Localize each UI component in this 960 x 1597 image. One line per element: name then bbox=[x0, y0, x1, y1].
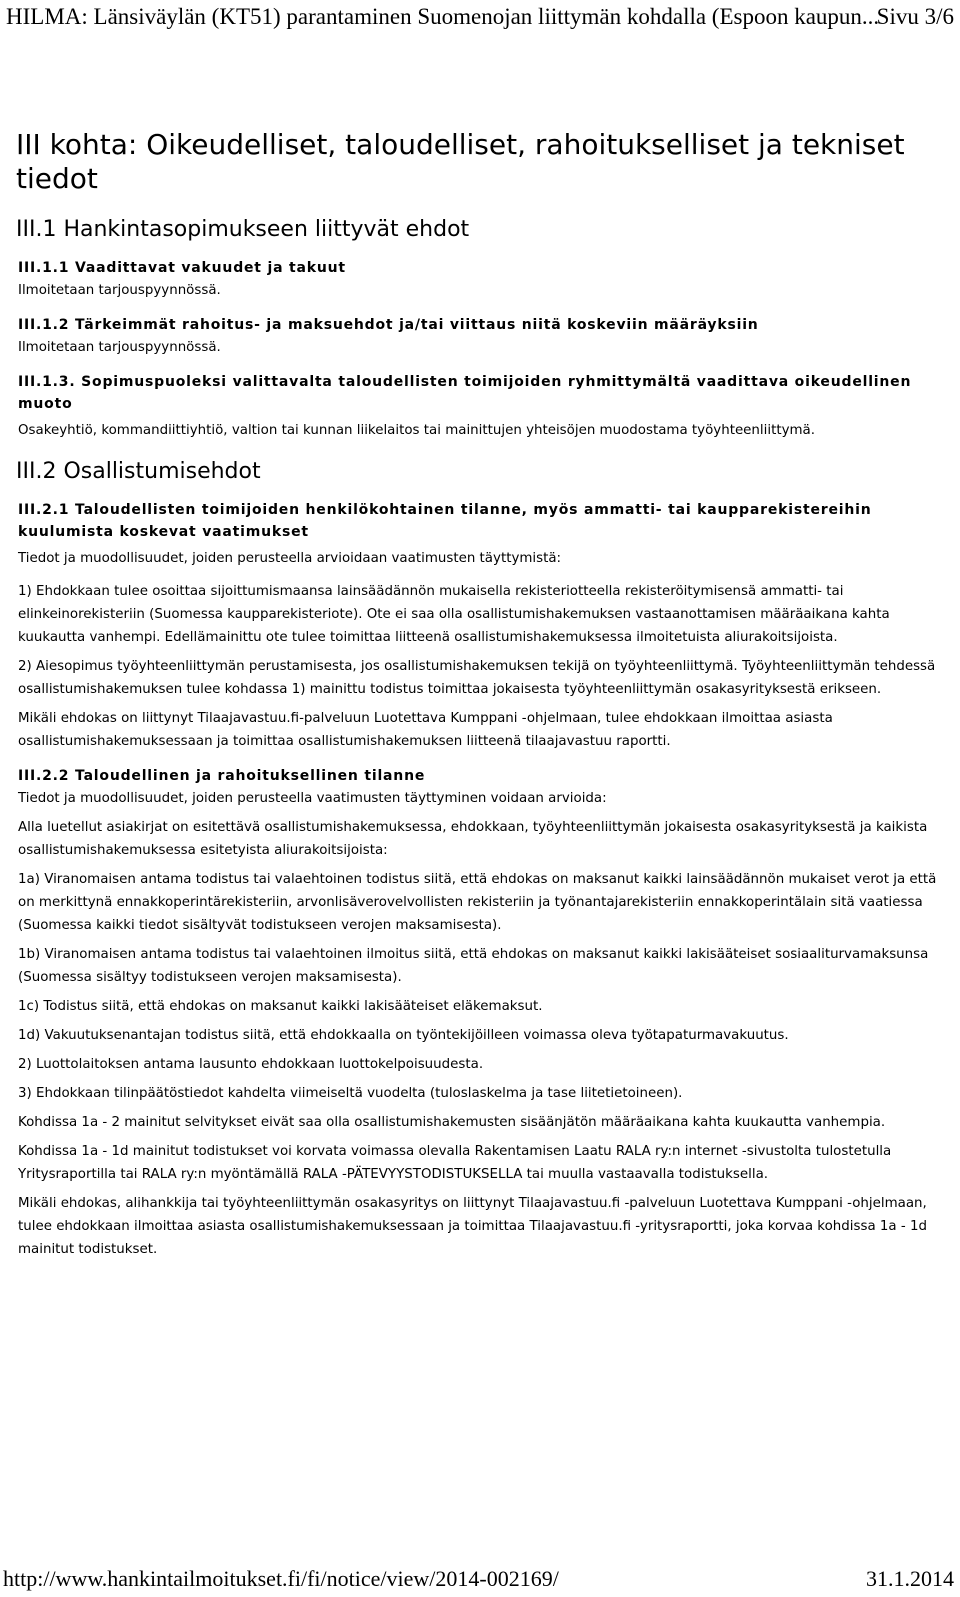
paragraph: Alla luetellut asiakirjat on esitettävä osallistumishakemuksessa, ehdokkaan, työyhteenliittymän jokaisesta osakasyrityksestä ja kaikista osallistumishakemuksessa esitetyista aliurakoitsijoista: bbox=[18, 820, 928, 858]
subsection-iii-2-2 bbox=[18, 765, 948, 1261]
paragraph: Mikäli ehdokas on liittynyt Tilaajavastuu.fi-palveluun Luotettava Kumppani -ohjelmaan, tulee ehdokkaan ilmoittaa asiasta osallistumishakemuksessaan ja toimittaa osallistumishakemuksen liitteenä tilaajavastuu raportti. bbox=[18, 711, 833, 749]
subsection-iii-1-3 bbox=[18, 371, 948, 442]
paragraph: 1) Ehdokkaan tulee osoittaa sijoittumismaansa lainsäädännön mukaisella rekisteriotteella rekisteröitymisensä ammatti- tai elinkeinorekisteriin (Suomessa kaupparekisteriote). Ote ei saa olla osallistumishakemuksen vastaanottamisen määräaikana kahta kuukautta vanhempi. Edellämainittu ote tulee toimittaa liitteenä osallistumishakemuksessa ilmoitetuista aliurakoitsijoista. bbox=[18, 584, 890, 645]
subsection-heading: III.1.3. Sopimuspuoleksi valittavalta taloudellisten toimijoiden ryhmittymältä vaadittava oikeudellinen muoto bbox=[18, 374, 912, 412]
page-url: http://www.hankintailmoitukset.fi/fi/notice/view/2014-002169/ bbox=[3, 1566, 559, 1591]
subsection-heading: III.1.2 Tärkeimmät rahoitus- ja maksuehdot ja/tai viittaus niitä koskeviin määräyksiin bbox=[18, 317, 759, 333]
section-iii-1 bbox=[18, 216, 948, 442]
section-iii-2 bbox=[18, 458, 948, 1261]
paragraph: 2) Aiesopimus työyhteenliittymän perustamisesta, jos osallistumishakemuksen tekijä on työyhteenliittymä. Työyhteenliittymän tehdessä osallistumishakemuksen tulee kohdassa 1) mainittu todistus toimittaa jokaisesta työyhteenliittymän osakasyrityksestä erikseen. bbox=[18, 659, 936, 697]
paragraph: Kohdissa 1a - 2 mainitut selvitykset eivät saa olla osallistumishakemusten sisäänjätön määräaikana kahta kuukautta vanhempia. bbox=[18, 1115, 886, 1130]
subsection-iii-1-1 bbox=[18, 257, 948, 302]
page-number: Sivu 3/6 bbox=[876, 4, 954, 29]
paragraph: 1b) Viranomaisen antama todistus tai valaehtoinen ilmoitus siitä, että ehdokas on maksanut kaikki lakisääteiset sosiaaliturvamaksunsa (Suomessa sisältyy todistukseen verojen maksamisesta). bbox=[18, 947, 929, 985]
print-header bbox=[6, 0, 954, 34]
paragraph: Tiedot ja muodollisuudet, joiden perusteella vaatimusten täyttyminen voidaan arvioida: bbox=[18, 791, 607, 806]
subsection-heading: III.2.1 Taloudellisten toimijoiden henkilökohtainen tilanne, myös ammatti- tai kaupparekistereihin kuulumista koskevat vaatimukset bbox=[18, 502, 872, 540]
section-title: III kohta: Oikeudelliset, taloudelliset, rahoitukselliset ja tekniset tiedot bbox=[16, 128, 905, 195]
subsection-text: Ilmoitetaan tarjouspyynnössä. bbox=[18, 340, 221, 355]
subsection-heading: III.2.2 Taloudellinen ja rahoituksellinen tilanne bbox=[18, 768, 426, 784]
paragraph: Kohdissa 1a - 1d mainitut todistukset voi korvata voimassa olevalla Rakentamisen Laatu RALA ry:n internet -sivustolta tulostetulla Yritysraportilla tai RALA ry:n myöntämällä RALA -PÄTEVYYSTODISTUKSELLA tai muulla vastaavalla todistuksella. bbox=[18, 1144, 892, 1182]
paragraph: 1c) Todistus siitä, että ehdokas on maksanut kaikki lakisääteiset eläkemaksut. bbox=[18, 999, 543, 1014]
subsection-text: Osakeyhtiö, kommandiittiyhtiö, valtion tai kunnan liikelaitos tai mainittujen yhteisöjen muodostama työyhteenliittymä. bbox=[18, 423, 815, 438]
subsection-text: Ilmoitetaan tarjouspyynnössä. bbox=[18, 283, 221, 298]
print-footer bbox=[3, 1564, 954, 1594]
section-iii-2-title: III.2 Osallistumisehdot bbox=[16, 459, 261, 484]
print-date: 31.1.2014 bbox=[866, 1566, 954, 1591]
section-iii-1-title: III.1 Hankintasopimukseen liittyvät ehdot bbox=[16, 217, 470, 242]
paragraph: 1d) Vakuutuksenantajan todistus siitä, että ehdokkaalla on työntekijöilleen voimassa oleva työtapaturmavakuutus. bbox=[18, 1028, 789, 1043]
paragraph: Tiedot ja muodollisuudet, joiden perusteella arvioidaan vaatimusten täyttymistä: bbox=[18, 551, 562, 566]
paragraph: 3) Ehdokkaan tilinpäätöstiedot kahdelta viimeiseltä vuodelta (tuloslaskelma ja tase liitetietoineen). bbox=[18, 1086, 683, 1101]
subsection-iii-2-1 bbox=[18, 499, 948, 753]
subsection-iii-1-2 bbox=[18, 314, 948, 359]
subsection-heading: III.1.1 Vaadittavat vakuudet ja takuut bbox=[18, 260, 346, 276]
document-title: HILMA: Länsiväylän (KT51) parantaminen Suomenojan liittymän kohdalla (Espoon kaupun... bbox=[6, 4, 880, 29]
paragraph: 2) Luottolaitoksen antama lausunto ehdokkaan luottokelpoisuudesta. bbox=[18, 1057, 484, 1072]
paragraph: Mikäli ehdokas, alihankkija tai työyhteenliittymän osakasyritys on liittynyt Tilaajavastuu.fi -palveluun Luotettava Kumppani -ohjelmaan, tulee ehdokkaan ilmoittaa asiasta osallistumishakemuksessaan ja toimittaa Tilaajavastuu.fi -yritysraportti, joka korvaa kohdissa 1a - 1d mainitut todistukset. bbox=[18, 1196, 927, 1257]
notice-content bbox=[18, 128, 948, 1277]
paragraph: 1a) Viranomaisen antama todistus tai valaehtoinen todistus siitä, että ehdokas on maksanut kaikki lainsäädännön mukaiset verot ja että on merkittynä ennakkoperintärekisteriin, arvonlisäverovelvollisten rekisteriin ja työnantajarekisteriin ennakkoperintälain sitä vaatiessa (Suomessa kaikki tiedot sisältyvät todistukseen verojen maksamisesta). bbox=[18, 872, 937, 933]
